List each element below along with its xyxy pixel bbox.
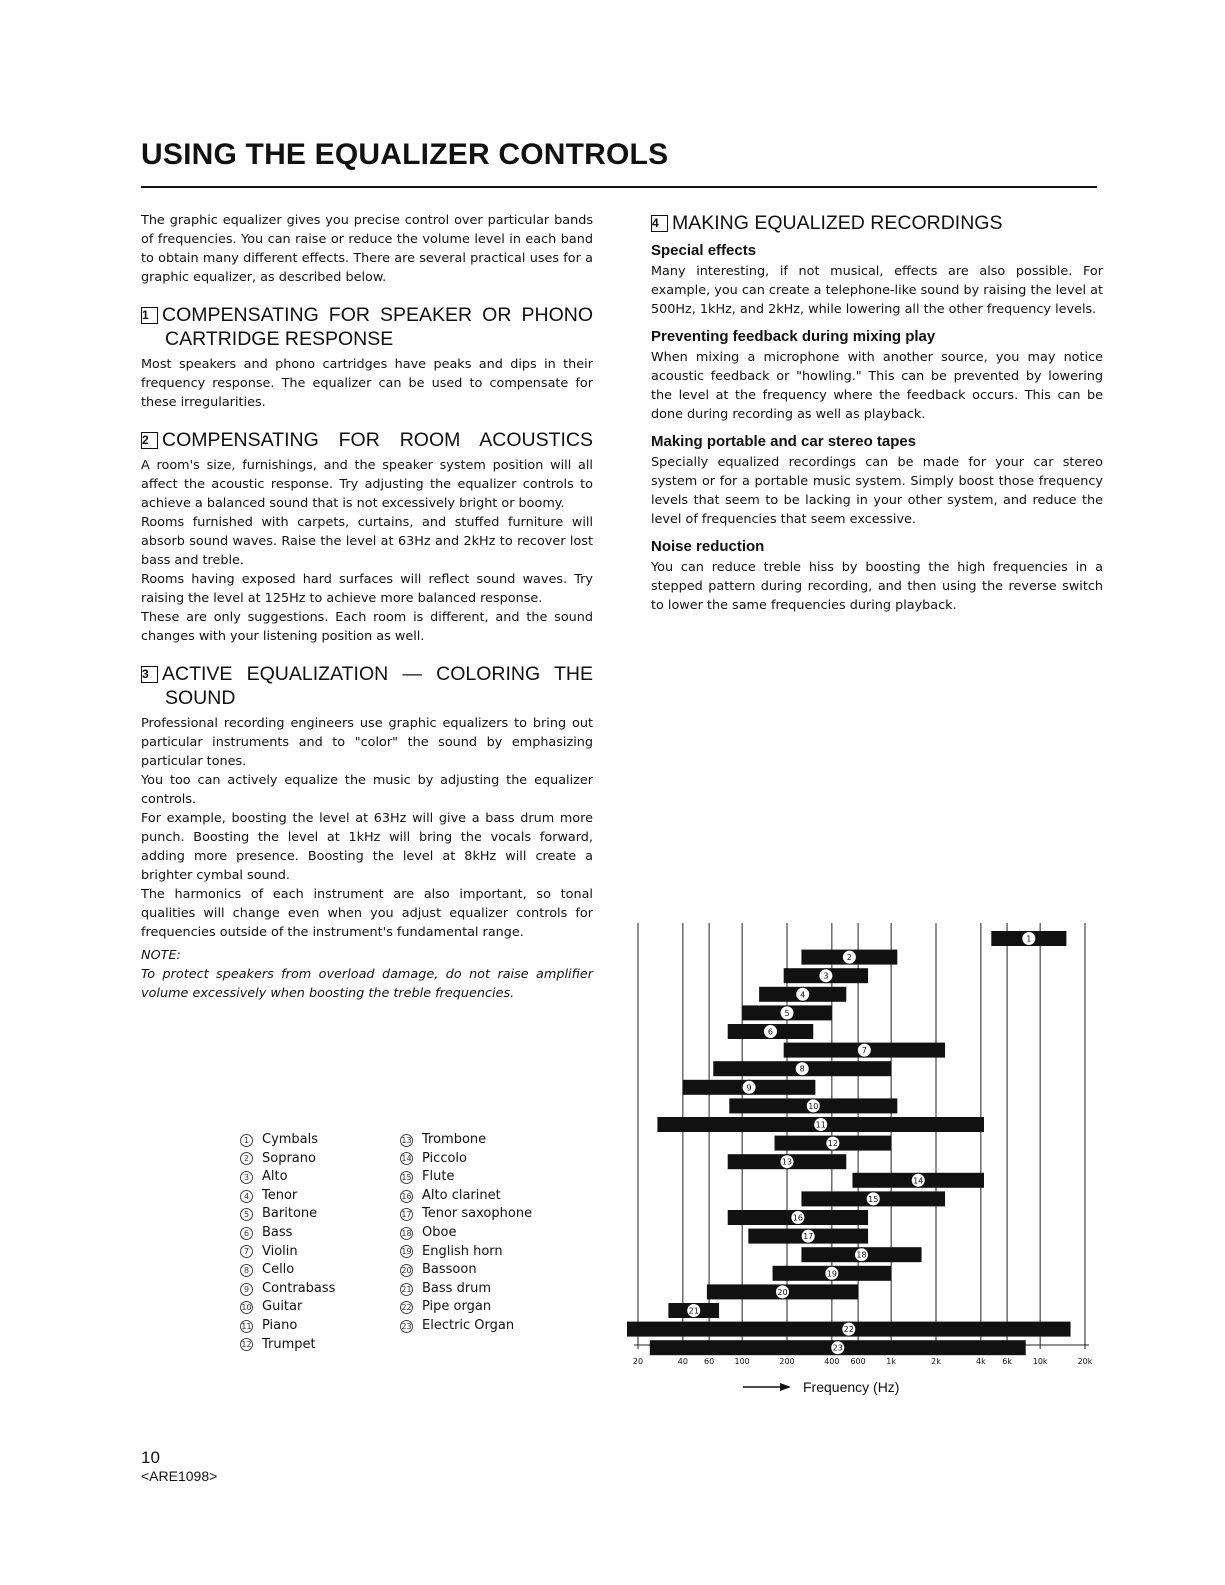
bar-number-label: 12 — [827, 1139, 838, 1149]
section-2-number: 2 — [141, 432, 158, 449]
bar-number-label: 15 — [868, 1194, 879, 1204]
section-2-paragraph: Rooms furnished with carpets, curtains, and stuffed furniture will absorb sound waves. Raise the level at 63Hz and 2kHz to recover lost bass and treble. — [141, 515, 593, 568]
x-tick-label: 10k — [1032, 1357, 1048, 1366]
section-3-paragraph: You too can actively equalize the music by adjusting the equalizer controls. — [141, 773, 593, 807]
instrument-legend-col1 — [240, 1131, 335, 1354]
x-tick-label: 40 — [677, 1357, 688, 1366]
legend-number: 12 — [241, 1340, 252, 1350]
x-tick-label: 20 — [632, 1357, 644, 1366]
legend-item — [400, 1261, 532, 1280]
bar-number-label: 7 — [861, 1046, 867, 1056]
section-3-paragraph: Professional recording engineers use graphic equalizers to bring out particular instruments and to "color" the sound by emphasizing particular tones. — [141, 716, 593, 769]
right-column — [651, 211, 1103, 615]
legend-item — [240, 1150, 335, 1169]
x-tick-label: 2k — [931, 1357, 941, 1366]
legend-item — [240, 1317, 335, 1336]
legend-number: 11 — [241, 1321, 252, 1331]
legend-item — [400, 1243, 532, 1262]
section-1-paragraph: Most speakers and phono cartridges have peaks and dips in their frequency response. The equalizer can be used to compensate for these irregularities. — [141, 357, 593, 410]
bar-number-label: 21 — [688, 1306, 699, 1316]
legend-item — [240, 1187, 335, 1206]
legend-number: 4 — [240, 1190, 253, 1203]
legend-item — [400, 1280, 532, 1299]
x-tick-label: 60 — [703, 1357, 715, 1366]
legend-label: Bass drum — [422, 1280, 492, 1296]
section-3-number: 3 — [141, 666, 158, 683]
legend-item — [240, 1336, 335, 1355]
subsection-title: Special effects — [651, 242, 757, 259]
legend-label: Tenor saxophone — [422, 1206, 533, 1222]
section-2-paragraph: A room's size, furnishings, and the speaker system position will all affect the acoustic response. Try adjusting the equalizer controls to achieve a balanced sound that is not excessively bright or boomy. — [141, 458, 593, 511]
intro-paragraph: The graphic equalizer gives you precise control over particular bands of frequencies. You can raise or reduce the volume level in each band to obtain many different effects. There are several practical uses for a graphic equalizer, as described below. — [141, 213, 593, 285]
legend-number: 19 — [401, 1247, 412, 1257]
legend-label: Piano — [262, 1317, 298, 1333]
subsection-paragraph: When mixing a microphone with another source, you may notice acoustic feedback or "howling." This can be prevented by lowering the level at the frequency where the feedback occurs. This can be done during recording as well as playback. — [651, 350, 1103, 422]
legend-number: 3 — [240, 1171, 253, 1184]
legend-label: Cymbals — [262, 1132, 319, 1147]
legend-label: Bassoon — [422, 1262, 477, 1278]
bar-number-label: 11 — [815, 1120, 826, 1130]
legend-label: Trombone — [422, 1132, 487, 1147]
legend-label: Violin — [262, 1243, 298, 1259]
legend-number: 5 — [240, 1208, 253, 1221]
legend-number: 22 — [401, 1303, 412, 1313]
subsection-paragraph: You can reduce treble hiss by boosting the high frequencies in a stepped pattern during recording, and then using the reverse switch to lower the same frequencies during playback. — [651, 560, 1103, 613]
section-2-paragraph: Rooms having exposed hard surfaces will reflect sound waves. Try raising the level at 125Hz to achieve more balanced response. — [141, 572, 593, 606]
x-tick-label: 1k — [886, 1357, 897, 1366]
legend-item — [400, 1317, 532, 1336]
section-2-heading: 2 COMPENSATING FOR ROOM ACOUSTICS — [142, 429, 593, 451]
legend-label: Flute — [422, 1169, 455, 1185]
section-4-number: 4 — [651, 215, 668, 232]
bar-number-label: 6 — [767, 1027, 774, 1037]
bar-number-label: 13 — [781, 1157, 793, 1167]
legend-item — [400, 1187, 532, 1206]
legend-label: Pipe organ — [422, 1299, 492, 1315]
legend-item — [240, 1298, 335, 1317]
instrument-frequency-chart — [585, 915, 1100, 1405]
x-tick-label: 4k — [975, 1357, 986, 1366]
legend-label: Baritone — [262, 1206, 318, 1222]
legend-item — [240, 1224, 335, 1243]
axis-arrowhead — [780, 1383, 791, 1391]
document-code: <ARE1098> — [141, 1468, 218, 1484]
left-column — [141, 211, 593, 1003]
legend-label: Oboe — [422, 1224, 457, 1240]
legend-number: 7 — [240, 1245, 253, 1258]
legend-label: Electric Organ — [422, 1317, 515, 1333]
legend-label: Alto clarinet — [422, 1187, 501, 1203]
legend-number: 10 — [241, 1303, 252, 1313]
instrument-legend-col2 — [400, 1131, 532, 1336]
subsection-paragraph: Many interesting, if not musical, effects are also possible. For example, you can create a telephone-like sound by raising the level at 500Hz, 1kHz, and 2kHz, while lowering all the other frequency levels. — [651, 264, 1103, 317]
legend-number: 8 — [240, 1264, 253, 1277]
x-tick-label: 400 — [824, 1357, 840, 1366]
bar-number-label: 1 — [1026, 934, 1032, 944]
legend-label: Piccolo — [422, 1150, 467, 1166]
page-title: USING THE EQUALIZER CONTROLS — [141, 138, 669, 171]
legend-number: 20 — [401, 1265, 412, 1275]
bar-number-label: 18 — [856, 1250, 867, 1260]
x-tick-label: 100 — [734, 1357, 750, 1366]
legend-number: 1 — [240, 1134, 253, 1147]
subsection-paragraph: Specially equalized recordings can be made for your car stereo system or for a portable music system. Simply boost those frequency levels that seem to be lacking in your other system, and reduce the level of frequencies that seem excessive. — [651, 455, 1103, 527]
legend-item — [240, 1243, 335, 1262]
legend-number: 23 — [401, 1321, 412, 1331]
bar-number-label: 10 — [808, 1101, 819, 1111]
bar-number-label: 5 — [784, 1008, 790, 1018]
legend-number: 14 — [401, 1154, 412, 1164]
legend-number: 18 — [401, 1228, 412, 1238]
title-rule — [141, 186, 1097, 188]
legend-label: Bass — [262, 1224, 293, 1240]
subsection-title: Preventing feedback during mixing play — [651, 328, 936, 345]
note-text: To protect speakers from overload damage, do not raise amplifier volume excessively when boosting the treble frequencies. — [141, 967, 593, 1001]
bar-number-label: 22 — [843, 1325, 854, 1335]
x-tick-label: 200 — [779, 1357, 795, 1366]
legend-item — [240, 1168, 335, 1187]
x-tick-label: 6k — [1002, 1357, 1012, 1366]
legend-number: 13 — [401, 1135, 412, 1145]
legend-item — [240, 1205, 335, 1224]
x-tick-label: 600 — [850, 1357, 866, 1366]
legend-number: 9 — [240, 1283, 253, 1296]
legend-label: Alto — [262, 1169, 288, 1185]
legend-item — [400, 1168, 532, 1187]
legend-label: Cello — [262, 1262, 295, 1278]
section-3-paragraph: For example, boosting the level at 63Hz will give a bass drum more punch. Boosting the level at 1kHz will bring the vocals forward, adding more presence. Boosting the level at 8kHz will create a brighter cymbal sound. — [141, 811, 593, 883]
legend-label: Soprano — [262, 1150, 316, 1166]
legend-number: 17 — [401, 1210, 412, 1220]
bar-number-label: 20 — [777, 1287, 788, 1297]
page-number: 10 — [141, 1448, 160, 1467]
x-axis-label: Frequency (Hz) — [803, 1379, 900, 1395]
legend-number: 15 — [401, 1172, 412, 1182]
section-4-heading: 4 MAKING EQUALIZED RECORDINGS — [652, 212, 1003, 234]
legend-item — [240, 1131, 335, 1150]
bar-number-label: 19 — [826, 1269, 837, 1279]
bar-number-label: 8 — [799, 1064, 805, 1074]
bar-number-label: 17 — [803, 1232, 814, 1242]
legend-number: 16 — [401, 1191, 412, 1201]
legend-item — [240, 1280, 335, 1299]
subsection-title: Noise reduction — [651, 538, 765, 555]
legend-item — [400, 1224, 532, 1243]
legend-label: Guitar — [262, 1299, 303, 1315]
legend-item — [400, 1131, 532, 1150]
legend-item — [240, 1261, 335, 1280]
section-2-paragraph: These are only suggestions. Each room is different, and the sound changes with your listening position as well. — [141, 610, 593, 644]
section-1-number: 1 — [141, 307, 158, 324]
bar-number-label: 2 — [846, 953, 852, 963]
legend-item — [400, 1298, 532, 1317]
x-tick-label: 20k — [1077, 1357, 1093, 1366]
section-1-heading: 1 COMPENSATING FOR SPEAKER OR PHONO CARTRIDGE RESPONSE — [142, 304, 593, 350]
bar-number-label: 3 — [823, 971, 829, 981]
legend-label: Trumpet — [262, 1336, 316, 1352]
subsection-title: Making portable and car stereo tapes — [651, 433, 917, 450]
bar-number-label: 16 — [792, 1213, 803, 1223]
legend-number: 21 — [401, 1284, 412, 1294]
legend-item — [400, 1205, 532, 1224]
section-3-heading: 3 ACTIVE EQUALIZATION — COLORING THE SOUND — [142, 663, 593, 709]
section-3-paragraph: The harmonics of each instrument are also important, so tonal qualities will change even when you adjust equalizer controls for frequencies outside of the instrument's fundamental range. — [141, 887, 593, 940]
bar-number-label: 9 — [746, 1083, 752, 1093]
legend-number: 2 — [240, 1152, 253, 1165]
note-label: NOTE: — [141, 948, 181, 963]
legend-number: 6 — [240, 1227, 253, 1240]
bar-number-label: 4 — [800, 990, 806, 1000]
legend-label: English horn — [422, 1243, 503, 1259]
bar-number-label: 14 — [913, 1176, 924, 1186]
bar-number-label: 23 — [832, 1343, 843, 1353]
legend-item — [400, 1150, 532, 1169]
legend-label: Contrabass — [262, 1280, 336, 1296]
legend-label: Tenor — [262, 1187, 298, 1203]
